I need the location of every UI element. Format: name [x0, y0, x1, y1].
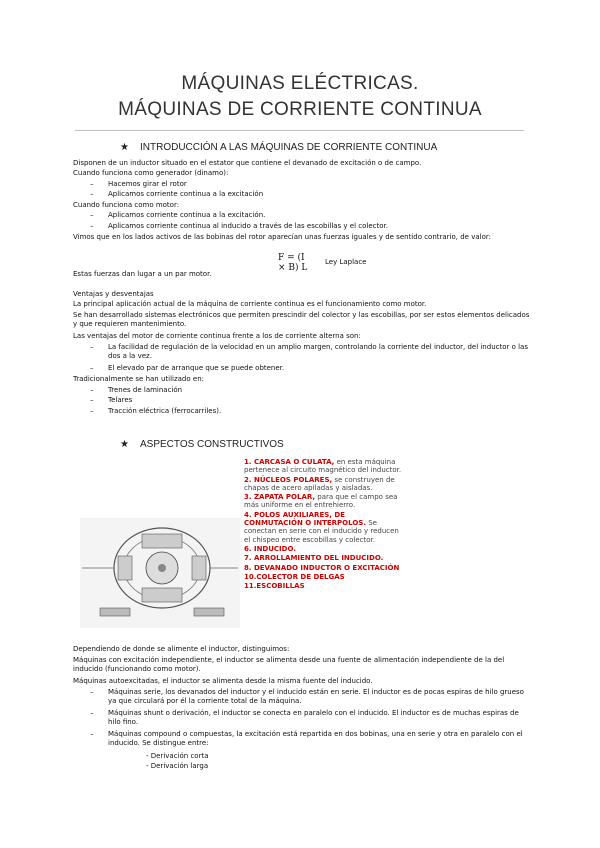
- part-name: 7. ARROLLAMIENTO DEL INDUCIDO.: [244, 554, 384, 563]
- list-subitem: - Derivación corta: [146, 752, 209, 760]
- paragraph: Vimos que en los lados activos de las bobinas del rotor aparecían unas fuerzas iguales y de sentido contrario, de valor:: [73, 233, 491, 241]
- part-name: 3. ZAPATA POLAR,: [244, 493, 316, 502]
- doc-title-1: MÁQUINAS ELÉCTRICAS.: [181, 73, 419, 94]
- motor-diagram: [80, 518, 240, 628]
- section-heading-construct: [120, 439, 284, 450]
- paragraph: La principal aplicación actual de la máquina de corriente continua es el funcionamiento como motor.: [73, 300, 427, 308]
- title-divider: [75, 130, 524, 131]
- paragraph: Estas fuerzas dan lugar a un par motor.: [73, 270, 212, 278]
- list-subitem: - Derivación larga: [146, 762, 209, 770]
- doc-title-2: MÁQUINAS DE CORRIENTE CONTINUA: [118, 99, 482, 120]
- parts-list: [244, 458, 404, 591]
- formula-label: Ley Laplace: [325, 258, 367, 266]
- part-description: se construyen de chapas de acero apiladas y aisladas.: [244, 475, 395, 492]
- paragraph: Ventajas y desventajas: [73, 290, 154, 298]
- part-item: [244, 476, 404, 493]
- formula: F = (I × B) L: [278, 253, 308, 273]
- paragraph: Cuando funciona como motor:: [73, 201, 180, 209]
- section-title: INTRODUCCIÓN A LAS MÁQUINAS DE CORRIENTE CONTINUA: [140, 142, 438, 153]
- part-item: [244, 564, 404, 572]
- part-description: en esta máquina pertenece al circuito magnético del inductor.: [244, 458, 402, 475]
- part-name: 1. CARCASA O CULATA,: [244, 458, 335, 466]
- section-title: ASPECTOS CONSTRUCTIVOS: [140, 439, 284, 450]
- paragraph: Máquinas con excitación independiente, el inductor se alimenta desde una fuente de alimentación independiente de la del inducido (funcionando como motor).: [73, 656, 505, 674]
- paragraph: Tradicionalmente se han utilizado en:: [73, 375, 204, 383]
- paragraph: Dependiendo de donde se alimente el inductor, distinguimos:: [73, 645, 290, 653]
- star-icon: ★: [120, 142, 129, 153]
- star-icon: ★: [120, 439, 129, 450]
- paragraph: Máquinas autoexcitadas, el inductor se alimenta desde la misma fuente del inducido.: [73, 677, 373, 685]
- part-name: 10.COLECTOR DE DELGAS: [244, 572, 345, 581]
- part-item: [244, 554, 404, 562]
- part-description: para que el campo sea más uniforme en el entrehierro.: [244, 493, 398, 510]
- paragraph: Disponen de un inductor situado en el estator que contiene el devanado de excitación o de campo.: [73, 159, 422, 167]
- part-name: 11.ESCOBILLAS: [244, 582, 305, 591]
- part-name: 4. POLOS AUXILIARES, DE CONMUTACIÓN O INTERPOLOS.: [244, 510, 366, 528]
- part-item: [244, 573, 404, 581]
- part-name: 6. INDUCIDO.: [244, 544, 296, 553]
- part-item: [244, 545, 404, 553]
- paragraph: Cuando funciona como generador (dinamo):: [73, 169, 229, 177]
- paragraph: Las ventajas del motor de corriente continua frente a los de corriente alterna son:: [73, 332, 361, 340]
- part-item: [244, 458, 404, 475]
- part-item: [244, 582, 404, 590]
- part-name: 2. NÚCLEOS POLARES,: [244, 475, 333, 484]
- part-item: [244, 493, 404, 510]
- part-name: 8. DEVANADO INDUCTOR O EXCITACIÓN: [244, 563, 400, 572]
- part-item: [244, 511, 404, 544]
- section-heading-intro: [120, 142, 437, 153]
- part-description: Se conectan en serie con el inducido y reducen el chispeo entre escobillas y colector.: [244, 519, 399, 544]
- paragraph: Se han desarrollado sistemas electrónicos que permiten prescindir del colector y las escobillas, por ser estos elementos delicados y que requieren mantenimiento.: [73, 311, 530, 329]
